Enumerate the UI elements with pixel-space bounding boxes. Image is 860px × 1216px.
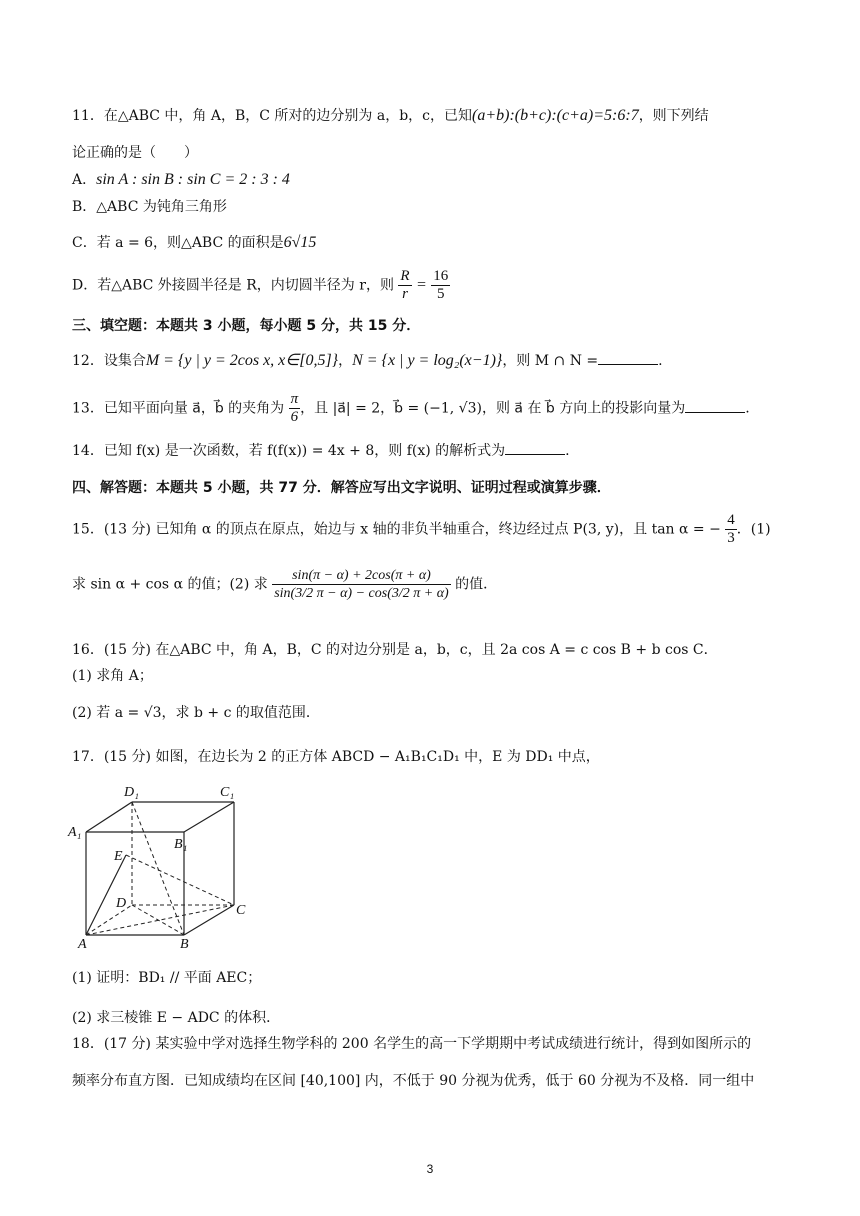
- q18-line1: 18．(17 分) 某实验中学对选择生物学科的 200 名学生的高一下学期期中考试成绩进行统计，得到如图所示的: [72, 1036, 752, 1052]
- edge-a1-d1: [86, 802, 132, 832]
- q11-option-d: D．若△ABC 外接圆半径是 R，内切圆半径为 r，则 $\frac{R}{r}$ = $\frac{16}{5}$: [72, 268, 449, 302]
- q11-line2: 论正确的是（ ）: [72, 145, 198, 161]
- q11-line1: 11．在△ABC 中，角 A，B，C 所对的边分别为 a，b，c，已知(a+b):(b+c):(c+a)=5:6:7，则下列结: [72, 107, 709, 124]
- label-c: C: [236, 903, 246, 918]
- section-3-heading: 三、填空题：本题共 3 小题，每小题 5 分，共 15 分．: [72, 318, 421, 334]
- q11-ratio: (a+b):(b+c):(c+a)=5:6:7: [472, 107, 639, 124]
- q15-line1: 15．(13 分) 已知角 α 的顶点在原点，始边与 x 轴的非负半轴重合，终边经过点 P(3, y)，且 tan α = − $\frac{4}{3}$ ．(1): [72, 512, 771, 546]
- q17-part1: (1) 证明：BD₁ // 平面 AEC；: [72, 970, 262, 986]
- q13-answer-blank: [685, 398, 745, 413]
- label-b1: B₁: [174, 837, 188, 852]
- label-e: E: [114, 849, 123, 864]
- q11-frac-r: $\frac{R}{r}$: [400, 268, 410, 302]
- cube-figure: [66, 780, 256, 950]
- label-b: B: [180, 937, 189, 950]
- q13-frac: $\frac{\pi}{6}$: [290, 391, 299, 425]
- edge-e-c: [126, 855, 234, 905]
- label-d: D: [116, 896, 127, 911]
- edge-b1-c1: [184, 802, 234, 832]
- edge-d1-b: [132, 802, 184, 935]
- q11-frac-value: $\frac{16}{5}$: [433, 268, 449, 302]
- label-a: A: [78, 937, 87, 950]
- q11-option-a: A．sin A : sin B : sin C = 2 : 3 : 4: [72, 171, 290, 188]
- edge-a-c: [86, 905, 234, 935]
- q12-answer-blank: [598, 350, 658, 365]
- edge-b-c: [184, 905, 234, 935]
- edge-a-e: [86, 855, 126, 935]
- section-4-heading: 四、解答题：本题共 5 小题，共 77 分．解答应写出文字说明、证明过程或演算步骤．: [72, 480, 611, 496]
- q14-answer-blank: [505, 440, 565, 455]
- q13: 13．已知平面向量 a⃗，b⃗ 的夹角为 $\frac{\pi}{6}$ ，且 |a⃗| = 2，b⃗ = (−1, √3)，则 a⃗ 在 b⃗ 方向上的投影向量为 .: [72, 391, 750, 425]
- q15-frac-expression: $\frac{\sin(\pi - \alpha) + 2\cos(\pi + \alpha)}{\sin(3/2 \pi - \alpha) - \cos(3/2 \pi + \alpha)}$: [274, 568, 449, 601]
- q16-part1: (1) 求角 A；: [72, 668, 153, 684]
- q15-frac-tan: $\frac{4}{3}$: [727, 512, 735, 546]
- label-a1: A₁: [68, 825, 82, 840]
- q15-line2: 求 sin α + cos α 的值；(2) 求 $\frac{\sin(\pi - \alpha) + 2\cos(\pi + \alpha)}{\sin(3/2 \pi - \alpha) - \cos(3/2 \pi + \alpha)}$ 的值．: [72, 568, 498, 601]
- label-c1: C₁: [220, 785, 235, 800]
- q18-line2: 频率分布直方图．已知成绩均在区间 [40,100] 内，不低于 90 分视为优秀，低于 60 分视为不及格．同一组中: [72, 1073, 755, 1089]
- q12: 12．设集合M = {y | y = 2cos x, x∈[0,5]}，N = {x | y = log₂(x−1)}，则 M ∩ N = .: [72, 352, 663, 369]
- label-d1: D₁: [124, 785, 139, 800]
- q11-option-b: B．△ABC 为钝角三角形: [72, 199, 227, 215]
- edge-d-b: [132, 905, 184, 935]
- q17-part2: (2) 求三棱锥 E − ADC 的体积．: [72, 1010, 281, 1026]
- q17-line1: 17．(15 分) 如图，在边长为 2 的正方体 ABCD − A₁B₁C₁D₁ 中，E 为 DD₁ 中点，: [72, 749, 600, 765]
- q16-part2: (2) 若 a = √3，求 b + c 的取值范围．: [72, 705, 320, 721]
- q11-option-c: C．若 a = 6，则△ABC 的面积是6√15: [72, 234, 317, 251]
- q16-line1: 16．(15 分) 在△ABC 中，角 A，B，C 的对边分别是 a，b，c，且 2a cos A = c cos B + b cos C．: [72, 642, 718, 658]
- page-number: 3: [426, 1162, 434, 1176]
- q14: 14．已知 f(x) 是一次函数，若 f(f(x)) = 4x + 8，则 f(x) 的解析式为 .: [72, 440, 570, 461]
